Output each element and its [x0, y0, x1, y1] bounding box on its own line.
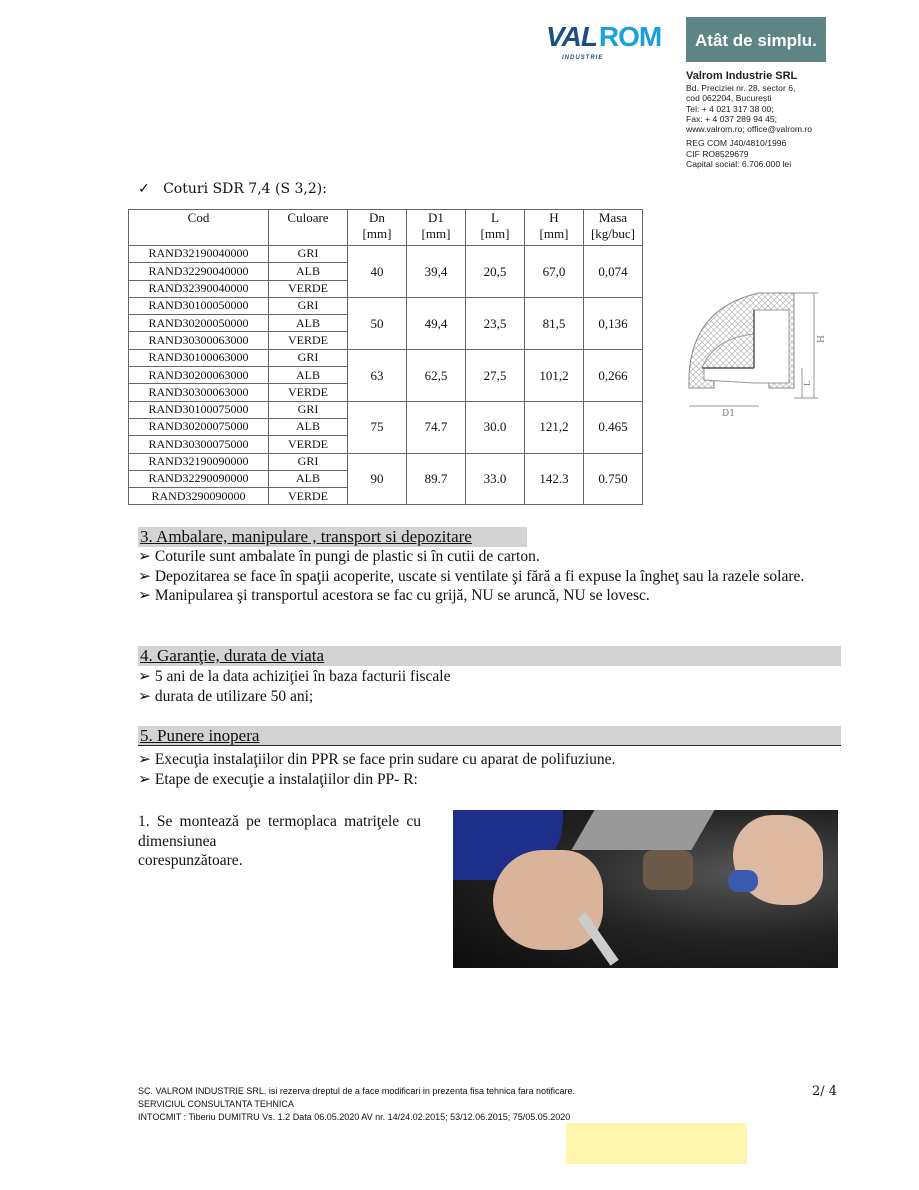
- reg-line: Capital social: 6.706.000 lei: [686, 159, 792, 170]
- cell-code: RAND32190090000: [129, 453, 269, 470]
- footer: [138, 1085, 575, 1124]
- cell-h: 67,0: [525, 246, 584, 298]
- column-header: Masa [kg/buc]: [584, 210, 643, 246]
- cell-dn: 50: [348, 297, 407, 349]
- cell-color: VERDE: [269, 332, 348, 349]
- label-h: H: [817, 335, 827, 343]
- cell-d1: 89.7: [407, 453, 466, 505]
- cell-dn: 63: [348, 349, 407, 401]
- table-row: [129, 453, 643, 470]
- label-d1: D1: [722, 409, 735, 418]
- table-row: [129, 349, 643, 366]
- cell-code: RAND32390040000: [129, 280, 269, 297]
- reg-line: REG COM J40/4810/1996: [686, 138, 787, 149]
- cell-d1: 39,4: [407, 246, 466, 298]
- cell-color: ALB: [269, 315, 348, 332]
- cell-masa: 0.465: [584, 401, 643, 453]
- address-line: Fax: + 4 037 289 94 45;: [686, 113, 778, 124]
- cell-color: ALB: [269, 470, 348, 487]
- cell-color: VERDE: [269, 384, 348, 401]
- cell-color: ALB: [269, 418, 348, 435]
- reg-line: CIF RO8529679: [686, 148, 749, 159]
- s4-item: ➢ 5 ani de la data achiziţiei în baza facturii fiscale: [138, 668, 451, 685]
- elbow-diagram: [684, 288, 834, 418]
- cell-dn: 90: [348, 453, 407, 505]
- logo-rom: ROM: [598, 21, 662, 52]
- company-address: [686, 70, 812, 169]
- cell-code: RAND30100063000: [129, 349, 269, 366]
- cell-color: GRI: [269, 349, 348, 366]
- address-line: Tel: + 4 021 317 38 00;: [686, 103, 774, 114]
- table-row: [129, 246, 643, 263]
- valrom-logo: [546, 22, 682, 66]
- s3-item: ➢ Depozitarea se face în spaţii acoperite, uscate si ventilate şi fără a fi expuse la îngheţ sau la razele solare.: [138, 567, 805, 585]
- cell-code: RAND30200063000: [129, 367, 269, 384]
- cell-code: RAND32190040000: [129, 246, 269, 263]
- product-subtitle: [138, 181, 327, 197]
- column-header: Dn [mm]: [348, 210, 407, 246]
- step-1-line: corespunzătoare.: [138, 852, 243, 869]
- logo-sub: INDUSTRIE: [562, 55, 604, 61]
- cell-d1: 62,5: [407, 349, 466, 401]
- check-icon: ✓: [138, 181, 150, 197]
- column-header: L [mm]: [466, 210, 525, 246]
- company-name: Valrom Industrie SRL: [686, 70, 798, 82]
- cell-color: GRI: [269, 401, 348, 418]
- logo-val: VAL: [546, 21, 597, 52]
- highlight-box: [566, 1123, 747, 1164]
- table-header-row: [129, 210, 643, 246]
- page-number: 2/ 4: [812, 1084, 838, 1099]
- s4-item: ➢ durata de utilizare 50 ani;: [138, 687, 314, 705]
- cell-code: RAND32290090000: [129, 470, 269, 487]
- section-5-items: [138, 750, 838, 789]
- cell-l: 27,5: [466, 349, 525, 401]
- cell-color: GRI: [269, 246, 348, 263]
- cell-masa: 0,266: [584, 349, 643, 401]
- address-line: Bd. Preciziei nr. 28, sector 6,: [686, 83, 796, 93]
- cell-color: ALB: [269, 263, 348, 280]
- cell-code: RAND30100075000: [129, 401, 269, 418]
- cell-h: 121,2: [525, 401, 584, 453]
- cell-h: 101,2: [525, 349, 584, 401]
- s5-item: ➢ Etape de execuţie a instalaţiilor din PP- R:: [138, 770, 418, 788]
- footer-line: INTOCMIT : Tiberiu DUMITRU Vs. 1.2 Data 06.05.2020 AV nr. 14/24.02.2015; 53/12.06.2015; 75/05.05.2020: [138, 1112, 571, 1122]
- cell-h: 81,5: [525, 297, 584, 349]
- column-header: Cod: [129, 210, 269, 246]
- cell-code: RAND30100050000: [129, 297, 269, 314]
- section-5-title: 5. Punere inopera: [138, 726, 841, 746]
- cell-l: 30.0: [466, 401, 525, 453]
- label-l: L: [803, 380, 812, 386]
- footer-line: SERVICIUL CONSULTANTA TEHNICA: [138, 1099, 294, 1109]
- cell-l: 23,5: [466, 297, 525, 349]
- table-row: [129, 297, 643, 314]
- section-4-items: [138, 667, 838, 706]
- footer-line: SC. VALROM INDUSTRIE SRL. isi rezerva dreptul de a face modificari in prezenta fisa tehnica fara notificare.: [138, 1086, 576, 1096]
- cell-color: VERDE: [269, 280, 348, 297]
- cell-code: RAND30300075000: [129, 436, 269, 453]
- cell-dn: 75: [348, 401, 407, 453]
- cell-color: ALB: [269, 367, 348, 384]
- cell-l: 33.0: [466, 453, 525, 505]
- cell-masa: 0,136: [584, 297, 643, 349]
- cell-code: RAND32290040000: [129, 263, 269, 280]
- column-header: H [mm]: [525, 210, 584, 246]
- s3-item: ➢ Manipularea şi transportul acestora se fac cu grijă, NU se aruncă, NU se lovesc.: [138, 587, 650, 604]
- cell-dn: 40: [348, 246, 407, 298]
- column-header: D1 [mm]: [407, 210, 466, 246]
- slogan: Atât de simplu.: [686, 17, 826, 62]
- cell-code: RAND30300063000: [129, 332, 269, 349]
- cell-code: RAND3290090000: [129, 488, 269, 505]
- product-table: [128, 209, 643, 505]
- section-4-title: 4. Garanţie, durata de viata: [138, 646, 841, 666]
- logo-wordmark: [546, 22, 682, 52]
- cell-color: GRI: [269, 453, 348, 470]
- cell-color: VERDE: [269, 488, 348, 505]
- s3-item: ➢ Coturile sunt ambalate în pungi de plastic si în cutii de carton.: [138, 548, 540, 565]
- cell-d1: 74.7: [407, 401, 466, 453]
- cell-code: RAND30300063000: [129, 384, 269, 401]
- cell-code: RAND30200050000: [129, 315, 269, 332]
- table-row: [129, 401, 643, 418]
- step-1-text: [138, 812, 421, 871]
- section-3-items: [138, 547, 838, 606]
- section-3-title: 3. Ambalare, manipulare , transport si depozitare: [138, 527, 527, 547]
- address-line: www.valrom.ro; office@valrom.ro: [686, 124, 813, 135]
- step-1-line: 1. Se montează pe termoplaca matriţele cu dimensiunea: [138, 813, 421, 850]
- cell-masa: 0.750: [584, 453, 643, 505]
- welding-photo: [453, 810, 838, 968]
- cell-masa: 0,074: [584, 246, 643, 298]
- column-header: Culoare: [269, 210, 348, 246]
- address-line: cod 062204, București: [686, 93, 772, 104]
- cell-d1: 49,4: [407, 297, 466, 349]
- cell-color: VERDE: [269, 436, 348, 453]
- cell-h: 142.3: [525, 453, 584, 505]
- cell-color: GRI: [269, 297, 348, 314]
- s5-item: ➢ Execuţia instalaţiilor din PPR se face prin sudare cu aparat de polifuziune.: [138, 751, 616, 768]
- cell-l: 20,5: [466, 246, 525, 298]
- cell-code: RAND30200075000: [129, 418, 269, 435]
- subtitle-text: Coturi SDR 7,4 (S 3,2):: [163, 181, 327, 197]
